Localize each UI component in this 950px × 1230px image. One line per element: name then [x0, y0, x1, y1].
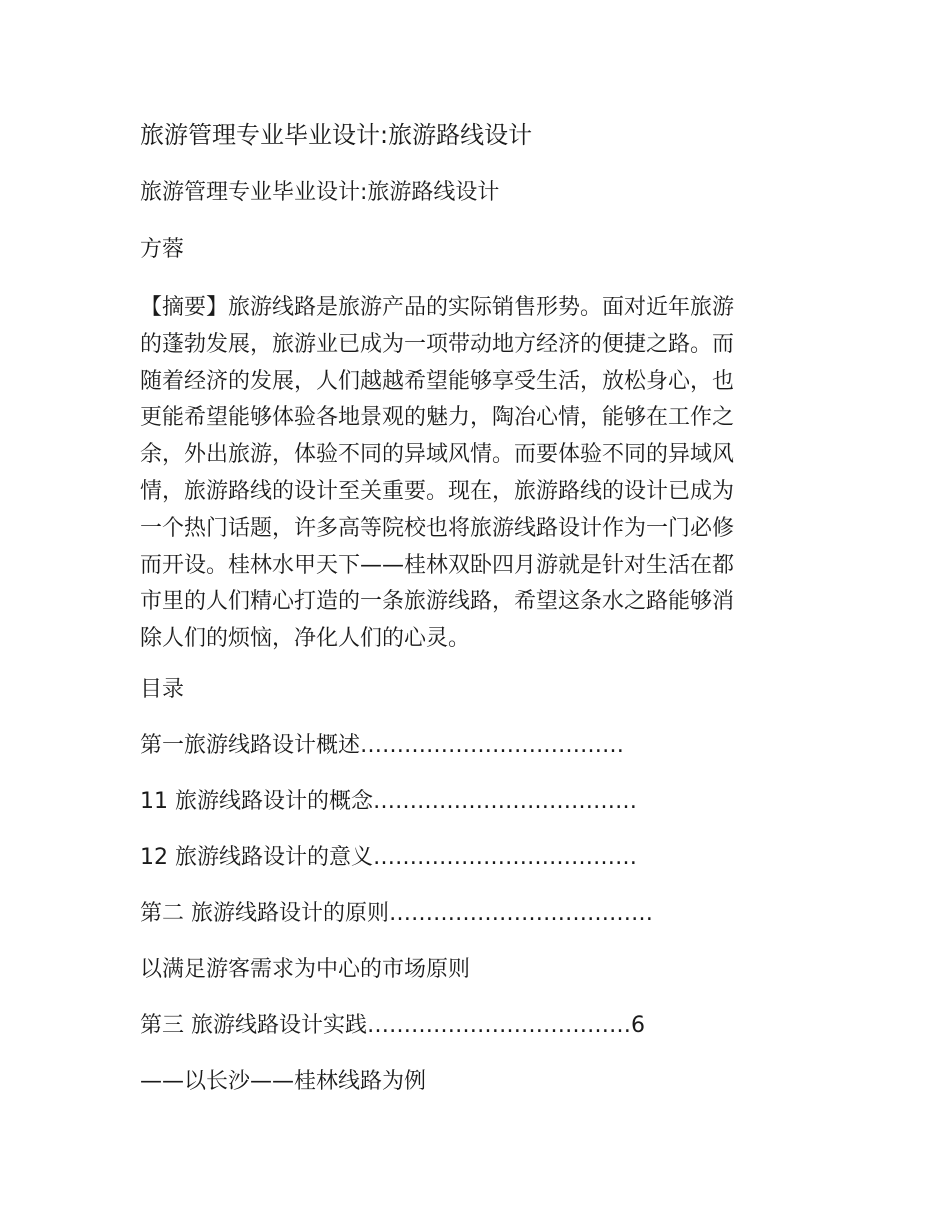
abstract-line: 一个热门话题，许多高等院校也将旅游线路设计作为一门必修	[140, 515, 735, 541]
abstract-line: 市里的人们精心打造的一条旅游线路，希望这条水之路能够消	[140, 589, 735, 615]
author-name: 方蓉	[140, 237, 185, 262]
toc-item: 第二 旅游线路设计的原则………………………………	[140, 901, 653, 926]
abstract-line: 的蓬勃发展，旅游业已成为一项带动地方经济的便捷之路。而	[140, 331, 735, 357]
abstract-line: 除人们的烦恼，净化人们的心灵。	[140, 626, 471, 652]
toc-item: ——以长沙——桂林线路为例	[140, 1069, 427, 1094]
document-subtitle: 旅游管理专业毕业设计:旅游路线设计	[140, 180, 500, 205]
toc-item: 第三 旅游线路设计实践………………………………6	[140, 1013, 645, 1038]
toc-heading: 目录	[140, 677, 185, 702]
toc-item: 11 旅游线路设计的概念………………………………	[140, 789, 637, 814]
toc-item: 第一旅游线路设计概述………………………………	[140, 733, 625, 758]
abstract-line: 更能希望能够体验各地景观的魅力，陶冶心情，能够在工作之	[140, 405, 735, 431]
abstract-line: 随着经济的发展，人们越越希望能够享受生活，放松身心，也	[140, 368, 735, 394]
document-title: 旅游管理专业毕业设计:旅游路线设计	[140, 121, 533, 149]
toc-item: 以满足游客需求为中心的市场原则	[140, 957, 471, 982]
abstract-line: 【摘要】旅游线路是旅游产品的实际销售形势。面对近年旅游	[140, 295, 735, 320]
abstract-line: 情，旅游路线的设计至关重要。现在，旅游路线的设计已成为	[140, 478, 735, 504]
toc-item: 12 旅游线路设计的意义………………………………	[140, 845, 637, 870]
abstract-paragraph	[140, 290, 810, 658]
abstract-line: 余，外出旅游，体验不同的异域风情。而要体验不同的异域风	[140, 442, 735, 468]
abstract-line: 而开设。桂林水甲天下——桂林双卧四月游就是针对生活在都	[140, 552, 735, 578]
